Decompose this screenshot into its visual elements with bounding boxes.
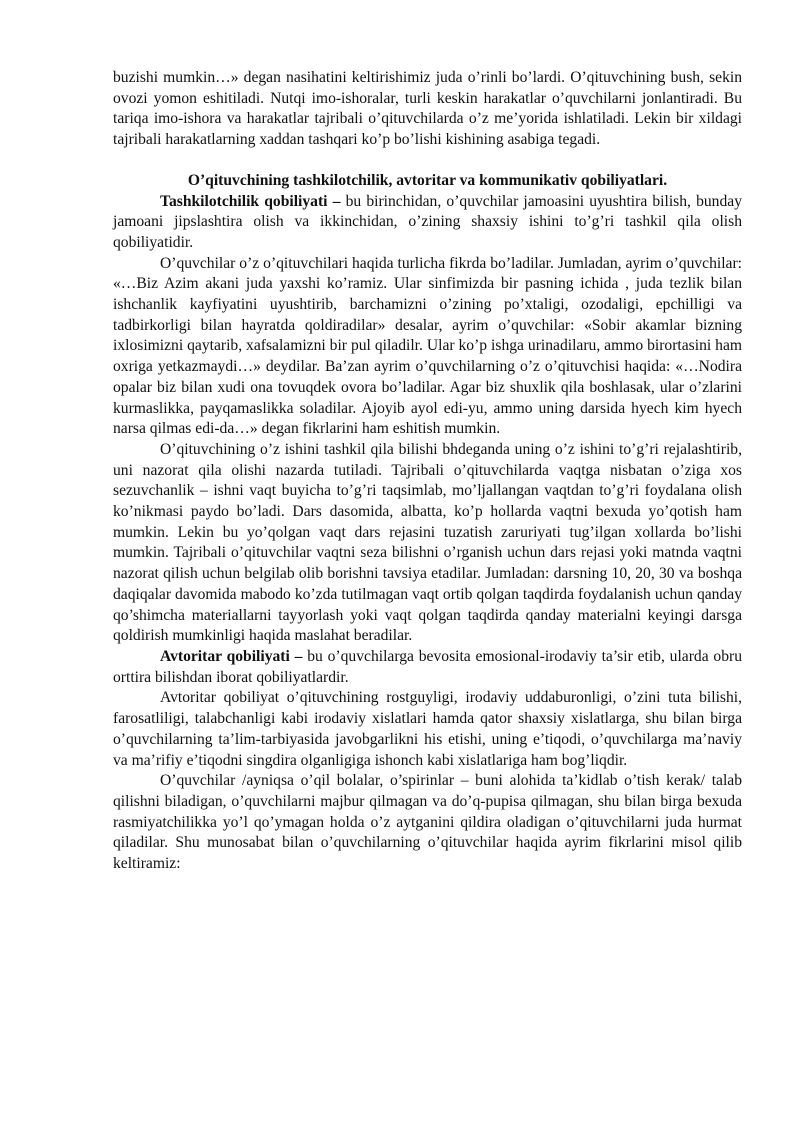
definition-organizational-ability: bu birinchidan, o’quvchilar jamoasini uyushtira bilish, bunday jamoani jipslashtira olish va ikkinchidan, o’zining shaxsiy ishini to’g’ri tashkil qila olish qobiliyatidir.: [113, 192, 742, 251]
paragraph-authoritative-ability: [113, 647, 742, 688]
paragraph-organizational-ability: [113, 192, 742, 254]
definition-authoritative-ability: bu o’quvchilarga bevosita emosional-irodaviy ta’sir etib, ularda obru orttira bilishdan iborat qobiliyatlardir.: [113, 647, 742, 686]
section-heading: O’qituvchining tashkilotchilik, avtoritar va kommunikativ qobiliyatlari.: [187, 171, 668, 189]
document-page: [113, 68, 742, 875]
paragraph-3: O’quvchilar o’z o’qituvchilari haqida turlicha fikrda bo’ladilar. Jumladan, ayrim o’quvchilar: «…Biz Azim akani juda yaxshi ko’ramiz. Ular sinfimizda bir pasning ichida , juda tezlik bilan ishchanlik kayfiyatini uyushtirib, barchamizni o’zining po’xtaligi, ozodaligi, epchilligi va tadbirkorligi bilan hayratda qoldiradilar» desalar, ayrim o’quvchilar: «Sobir akamlar bizning ixlosimizni qaytarib, xafsalamizni bir pul qiladilr. Ular ko’p ishga urinadilaru, ammo birortasini ham oxriga yetkazmaydi…» deydilar. Ba’zan ayrim o’quvchilarning o’z o’qituvchisi haqida: «…Nodira opalar biz bilan xudi ona tovuqdek ovora bo’ladilar. Agar biz shuxlik qila boshlasak, ular o’zlarini kurmaslikka, payqamaslikka soladilar. Ajoyib ayol edi-yu, ammo uning darsida hyech kim hyech narsa qilmas edi-da…» degan fikrlarini ham eshitish mumkin.: [113, 254, 742, 438]
term-organizational-ability: Tashkilotchilik qobiliyati –: [160, 192, 341, 210]
paragraph-1: buzishi mumkin…» degan nasihatini keltirishimiz juda o’rinli bo’lardi. O’qituvchining bush, sekin ovozi yomon eshitiladi. Nutqi imo-ishoralar, turli keskin harakatlar o’quvchilarni jonlantiradi. Bu tariqa imo-ishora va harakatlar tajribali o’qituvchilarda o’z me’yorida ishlatiladi. Lekin bir xildagi tajribali harakatlarning xaddan tashqari ko’p bo’lishi kishining asabiga tegadi.: [113, 69, 742, 149]
paragraph-4: O’qituvchining o’z ishini tashkil qila bilishi bhdeganda uning o’z ishini to’g’ri rejalashtirib, uni nazorat qila olishi nazarda tutiladi. Tajribali o’qituvchilarda vaqtga nisbatan o’ziga xos sezuvchanlik – ishni vaqt buyicha to’g’ri taqsimlab, mo’ljallangan vaqtdan to’g’ri foydalana olish ko’nikmasi paydo bo’ladi. Dars dasomida, albatta, ko’p hollarda vaqtni bexuda yo’qotish ham mumkin. Lekin bu yo’qolgan vaqt dars rejasini tuzatish zaruriyati tug’ilgan xollarda bo’lishi mumkin. Tajribali o’qituvchilar vaqtni seza bilishni o’rganish uchun dars rejasi yoki matnda vaqtni nazorat qilish uchun belgilab olib borishni tavsiya etadilar. Jumladan: darsning 10, 20, 30 va boshqa daqiqalar davomida mabodo ko’zda tutilmagan vaqt ortib qolgan taqdirda foydalanish uchun qanday qo’shimcha materiallarni tayyorlash yoki vaqt qolgan taqdirda qanday materialni keyingi darsga qoldirish mumkinligi haqida maslahat beradilar.: [113, 440, 742, 645]
paragraph-6: Avtoritar qobiliyat o’qituvchining rostguyligi, irodaviy uddaburonligi, o’zini tuta bilishi, farosatliligi, talabchanligi kabi irodaviy xislatlari hamda qator shaxsiy xislatlarga, shu bilan birga o’quvchilarning ta’lim-tarbiyasida javobgarlikni his etishi, uning e’tiqodi, o’quvchilarga ma’naviy va ma’rifiy e’tiqodni singdira olganligiga ishonch kabi xislatlariga ham bog’liqdir.: [113, 689, 742, 769]
paragraph-7: O’quvchilar /ayniqsa o’qil bolalar, o’spirinlar – buni alohida ta’kidlab o’tish kerak/ talab qilishni biladigan, o’quvchilarni majbur qilmagan va do’q-pupisa qilmagan, shu bilan birga bexuda rasmiyatchilikka yo’l qo’ymagan holda o’z aytganini qildira oladigan o’qituvchilarni juda hurmat qiladilar. Shu munosabat bilan o’quvchilarning o’qituvchilar haqida ayrim fikrlarini misol qilib keltiramiz:: [113, 772, 742, 873]
term-authoritative-ability: Avtoritar qobiliyati –: [160, 647, 303, 665]
